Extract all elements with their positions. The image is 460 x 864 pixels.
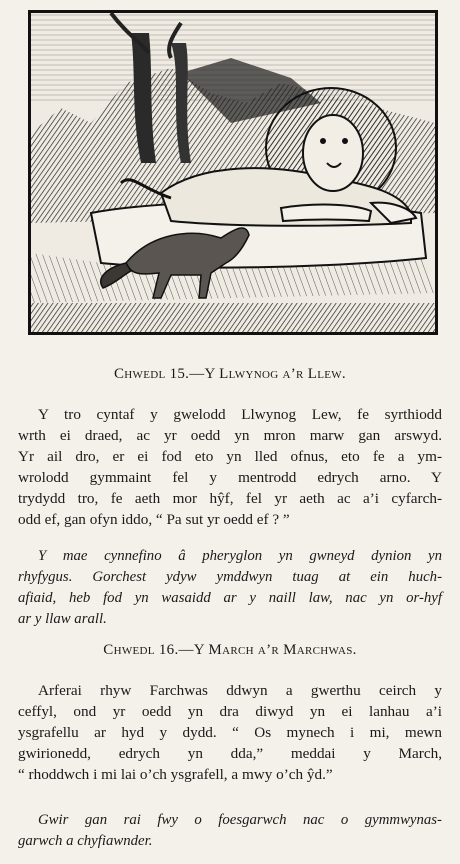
fable-16-line: Arferai rhyw Farchwas ddwyn a gwerthu ceirch y <box>38 682 442 699</box>
fable-16-line: ceffyl, ond yr oedd yn dra diwyd yn ei lanhau a’i <box>18 703 442 720</box>
fable-15-line: trydydd tro, fe aeth mor hŷf, fel yr aeth ac a’i cyfarch- <box>18 490 442 507</box>
fable-15-moral-line: Y mae cynnefino â pheryglon yn gwneyd dynion yn <box>38 548 442 564</box>
fable-15-line: Yr ail dro, er ei fod eto yn lled ofnus, eto fe a ym- <box>18 448 442 465</box>
lion-and-fox-engraving <box>31 13 435 332</box>
fable-15-line: wrth ei draed, ac yr oedd yn mron marw gan arswyd. <box>18 427 442 444</box>
fable-16-title <box>0 642 460 659</box>
fable-16-moral-line: Gwir gan rai fwy o foesgarwch nac o gymmwynas- <box>38 812 442 828</box>
fable-15-moral <box>18 546 442 630</box>
fable-15-moral-line: afiaid, heb fod yn wasaidd ar y naill law, nac yn or-hyf <box>18 590 442 606</box>
fable-16-text <box>18 680 442 785</box>
fable-16-line: “ rhoddwch i mi lai o’ch ysgrafell, a mwy o’ch ŷd.” <box>18 766 333 783</box>
fable-16-moral-line: garwch a chyfiawnder. <box>18 833 153 849</box>
fable-16-title-text: Chwedl 16.—Y March a’r Marchwas. <box>103 642 357 658</box>
fable-15-title <box>0 366 460 383</box>
woodcut-illustration <box>28 10 438 335</box>
fable-15-line: odd ef, gan ofyn iddo, “ Pa sut yr oedd ef ? ” <box>18 511 290 528</box>
fable-15-text <box>18 404 442 530</box>
fable-15-moral-line: ar y llaw arall. <box>18 611 107 627</box>
fable-15-title-text: Chwedl 15.—Y Llwynog a’r Llew. <box>114 366 346 382</box>
fable-16-line: ysgrafellu ar hyd y dydd. “ Os mynech i mi, mewn <box>18 724 442 741</box>
fable-15-line: Y tro cyntaf y gwelodd Llwynog Lew, fe syrthiodd <box>38 406 442 423</box>
fable-16-line: gwirionedd, edrych yn dda,” meddai y March, <box>18 745 442 762</box>
fable-15-line: wrolodd gymmaint fel y mentrodd edrych arno. Y <box>18 469 442 486</box>
fable-16-moral <box>18 810 442 852</box>
fable-15-moral-line: rhyfygus. Gorchest ydyw ymddwyn tuag at ein huch- <box>18 569 442 585</box>
